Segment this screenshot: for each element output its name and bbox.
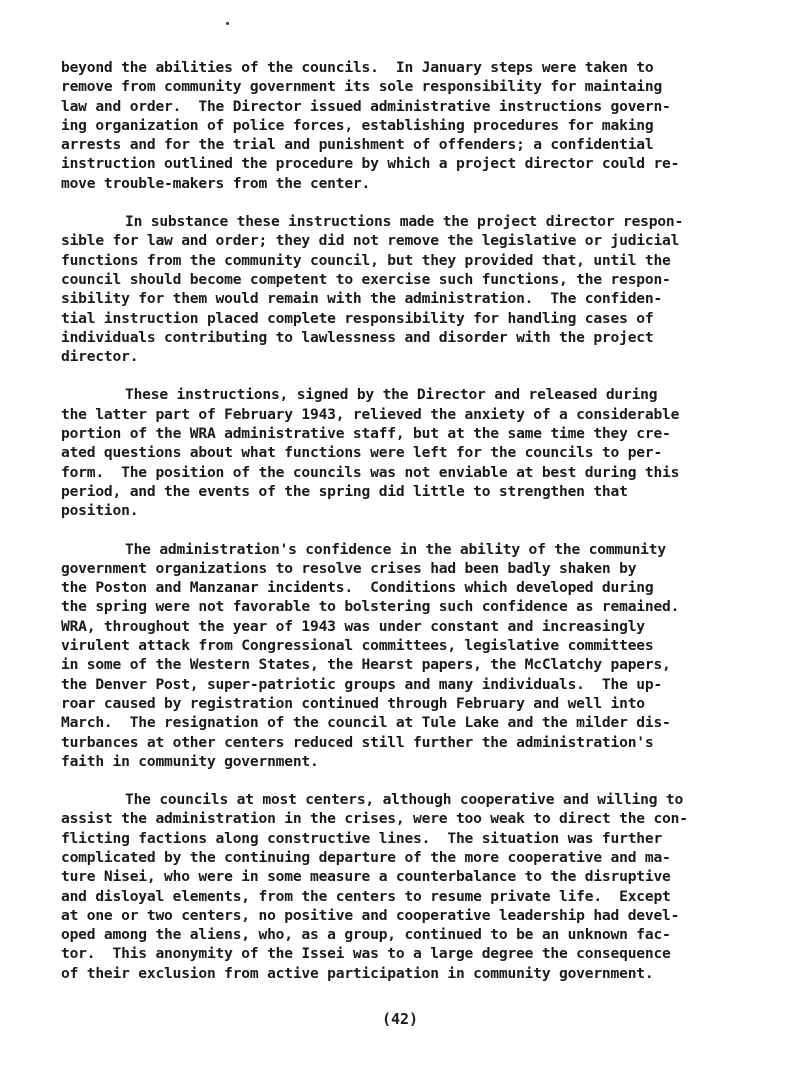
text-line: period, and the events of the spring did little to strengthen that [61, 482, 628, 500]
text-line: the latter part of February 1943, relieved the anxiety of a considerable [61, 405, 680, 423]
text-line: government organizations to resolve crises had been badly shaken by [61, 559, 637, 577]
text-line: beyond the abilities of the councils. In January steps were taken to [61, 59, 654, 76]
text-line: tor. This anonymity of the Issei was to a large degree the consequence [61, 945, 671, 963]
text-line: sibility for them would remain with the administration. The confiden- [61, 290, 663, 308]
paragraph-gap [61, 193, 761, 212]
paragraph-p3 [61, 385, 761, 520]
stray-mark [226, 22, 229, 25]
text-line: instruction outlined the procedure by which a project director could re- [61, 155, 680, 173]
text-line: The administration's confidence in the ability of the community [125, 540, 666, 558]
text-line: These instructions, signed by the Director and released during [125, 386, 658, 404]
text-line: at one or two centers, no positive and cooperative leadership had devel- [61, 906, 680, 924]
text-line: functions from the community council, but they provided that, until the [61, 251, 671, 269]
paragraph-p2 [61, 212, 761, 366]
text-line: of their exclusion from active participation in community government. [61, 964, 654, 982]
text-line: arrests and for the trial and punishment of offenders; a confidential [61, 136, 654, 154]
text-line: tial instruction placed complete responsibility for handling cases of [61, 309, 654, 327]
text-line: The councils at most centers, although cooperative and willing to [125, 791, 684, 809]
text-line: in some of the Western States, the Hearst papers, the McClatchy papers, [61, 656, 671, 674]
paragraph-p4 [61, 540, 761, 772]
text-line: the Denver Post, super-patriotic groups and many individuals. The up- [61, 675, 663, 693]
text-line: law and order. The Director issued administrative instructions govern- [61, 97, 671, 115]
text-line: March. The resignation of the council at Tule Lake and the milder dis- [61, 714, 671, 732]
text-line: ture Nisei, who were in some measure a counterbalance to the disruptive [61, 868, 671, 886]
text-line: sible for law and order; they did not remove the legislative or judicial [61, 232, 680, 250]
paragraph-gap [61, 521, 761, 540]
text-line: virulent attack from Congressional committees, legislative committees [61, 637, 654, 655]
text-line: complicated by the continuing departure of the more cooperative and ma- [61, 848, 671, 866]
text-line: faith in community government. [61, 752, 319, 770]
paragraph-gap [61, 366, 761, 385]
body-text [61, 58, 761, 983]
text-line: position. [61, 502, 139, 520]
text-line: individuals contributing to lawlessness and disorder with the project [61, 328, 654, 346]
text-line: the Poston and Manzanar incidents. Conditions which developed during [61, 579, 654, 597]
paragraph-p1 [61, 58, 761, 193]
text-line: flicting factions along constructive lines. The situation was further [61, 829, 663, 847]
text-line: remove from community government its sole responsibility for maintaing [61, 78, 663, 96]
text-line: oped among the aliens, who, as a group, continued to be an unknown fac- [61, 926, 671, 944]
text-line: WRA, throughout the year of 1943 was under constant and increasingly [61, 617, 645, 635]
text-line: portion of the WRA administrative staff, but at the same time they cre- [61, 425, 671, 443]
text-line: director. [61, 348, 139, 366]
text-line: assist the administration in the crises, were too weak to direct the con- [61, 810, 688, 828]
text-line: form. The position of the councils was not enviable at best during this [61, 463, 680, 481]
text-line: move trouble-makers from the center. [61, 174, 371, 192]
text-line: roar caused by registration continued through February and well into [61, 694, 645, 712]
text-line: council should become competent to exercise such functions, the respon- [61, 270, 671, 288]
text-line: ing organization of police forces, establishing procedures for making [61, 116, 654, 134]
text-line: the spring were not favorable to bolstering such confidence as remained. [61, 598, 680, 616]
text-line: In substance these instructions made the project director respon- [125, 213, 684, 231]
paragraph-p5 [61, 790, 761, 983]
paragraph-gap [61, 771, 761, 790]
page-number: (42) [381, 1010, 419, 1028]
text-line: and disloyal elements, from the centers to resume private life. Except [61, 887, 671, 905]
text-line: turbances at other centers reduced still further the administration's [61, 733, 654, 751]
text-line: ated questions about what functions were left for the councils to per- [61, 444, 663, 462]
